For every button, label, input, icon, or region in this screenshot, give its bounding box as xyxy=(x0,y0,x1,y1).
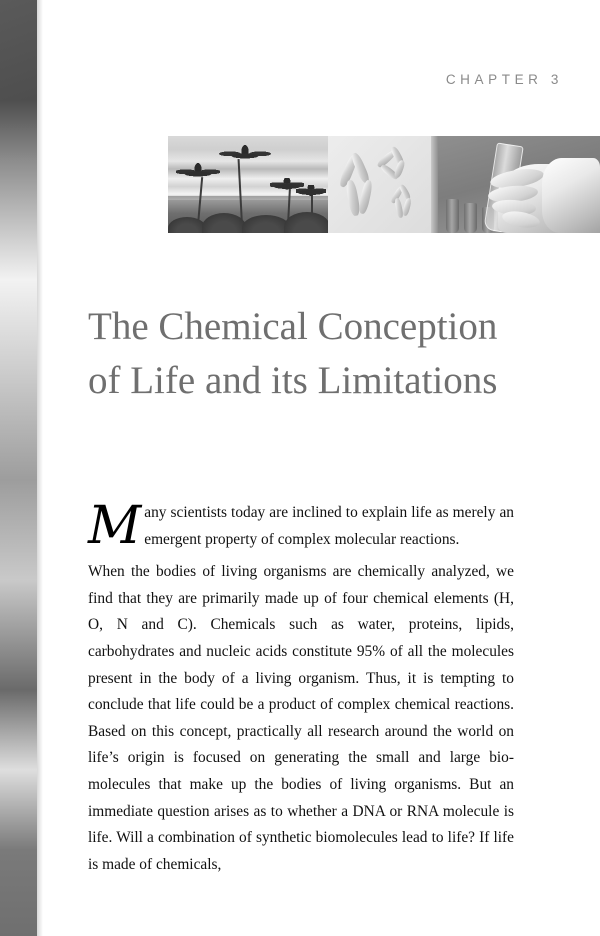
palm-trees-beach-photo xyxy=(168,136,328,233)
left-bleed-strip xyxy=(0,0,37,936)
lead-paragraph-text: any scientists today are inclined to explain life as merely an emergent property of complex molecular reactions. xyxy=(144,504,514,548)
body-paragraph: When the bodies of living organisms are chemically analyzed, we find that they are primarily made up of four chemical elements (H, O, N and C). Chemicals such as water, proteins, lipids, carbohydrates and nucleic acids constitute 95% of all the molecules present in the body of a living organism. Thus, it is tempting to conclude that life could be a product of complex chemical reactions. Based on this concept, practically all research around the world on life’s origin is focused on generating the small and large bio-molecules that make up the bodies of living organisms. But an immediate question arises as to whether a DNA or RNA molecule is life. Will a combination of synthetic biomolecules lead to life? If life is made of chemicals, xyxy=(88,563,514,873)
page-title: The Chemical Conception of Life and its Limitations xyxy=(88,305,498,402)
page-gutter-shadow xyxy=(37,0,43,936)
chromosomes-photo xyxy=(328,136,438,233)
drop-cap: M xyxy=(88,496,142,556)
body-copy xyxy=(88,496,514,878)
chapter-header-image-band xyxy=(168,136,600,233)
hand-holding-test-tube-photo xyxy=(438,136,600,233)
lead-paragraph xyxy=(88,496,514,556)
chapter-label: CHAPTER 3 xyxy=(445,72,563,87)
